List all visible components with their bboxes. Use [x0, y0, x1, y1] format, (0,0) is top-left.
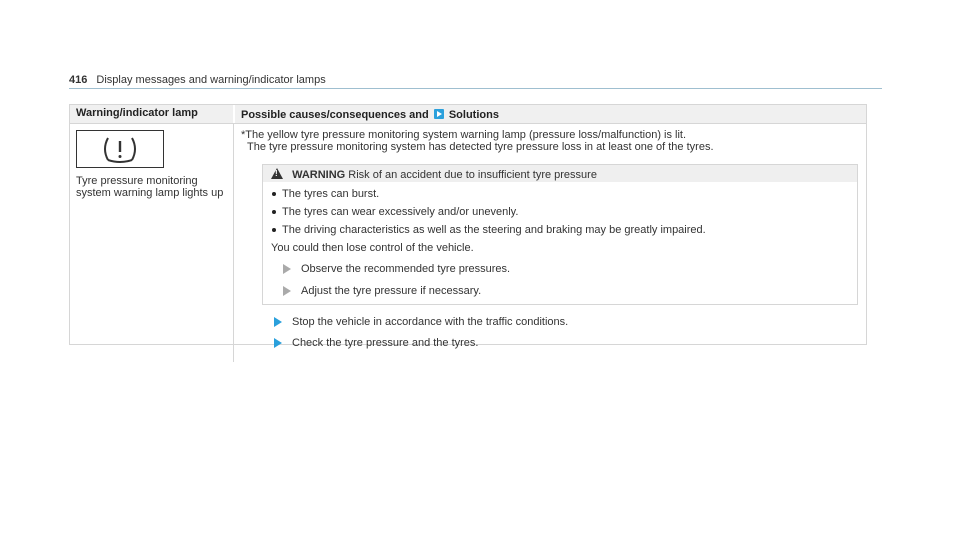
list-item: The driving characteristics as well as the steering and braking may be greatly impaired.	[271, 224, 849, 236]
warning-note: You could then lose control of the vehicle.	[271, 242, 474, 254]
step-text: Adjust the tyre pressure if necessary.	[301, 285, 482, 297]
warning-label: WARNING	[292, 169, 346, 181]
step-arrow-icon	[274, 317, 282, 327]
warning-header	[263, 165, 857, 182]
list-item: The tyres can wear excessively and/or unevenly.	[271, 206, 849, 218]
step-text: Stop the vehicle in accordance with the traffic conditions.	[292, 316, 569, 328]
column-header-solutions	[235, 105, 866, 123]
solution-steps	[262, 316, 861, 349]
warning-step	[271, 263, 849, 275]
column-divider	[233, 124, 234, 362]
header-rule	[69, 88, 882, 89]
column-header-lamp: Warning/indicator lamp	[70, 105, 233, 123]
page-number: 416	[69, 74, 88, 86]
table-row	[70, 123, 866, 349]
intro-line-2: The tyre pressure monitoring system has detected tyre pressure loss in at least one of the tyres.	[247, 141, 714, 153]
solution-arrow-icon	[434, 109, 444, 119]
section-title: Display messages and warning/indicator lamps	[96, 74, 326, 86]
step-arrow-icon	[283, 286, 291, 296]
list-item: The tyres can burst.	[271, 188, 849, 200]
solution-step	[262, 316, 861, 328]
solution-step	[262, 337, 861, 349]
column-header-prefix: Possible causes/consequences and	[241, 109, 429, 121]
warning-body	[263, 182, 857, 304]
warning-step	[271, 285, 849, 297]
step-text: Check the tyre pressure and the tyres.	[292, 337, 479, 349]
table-header-row	[70, 105, 866, 123]
page-header	[69, 74, 326, 86]
intro-line-1: *The yellow tyre pressure monitoring system warning lamp (pressure loss/malfunction) is lit.	[241, 129, 687, 141]
tyre-pressure-warning-icon	[76, 130, 164, 168]
lamp-table	[69, 104, 867, 349]
step-arrow-icon	[283, 264, 291, 274]
warning-triangle-icon	[271, 168, 283, 179]
lamp-caption: Tyre pressure monitoring system warning lamp lights up	[76, 175, 224, 199]
step-arrow-icon	[274, 338, 282, 348]
warning-box	[262, 164, 858, 305]
lamp-cell	[76, 130, 226, 199]
column-header-suffix: Solutions	[448, 109, 499, 121]
step-text: Observe the recommended tyre pressures.	[301, 263, 511, 275]
solutions-cell	[241, 129, 861, 358]
warning-text: Risk of an accident due to insufficient tyre pressure	[348, 169, 597, 181]
